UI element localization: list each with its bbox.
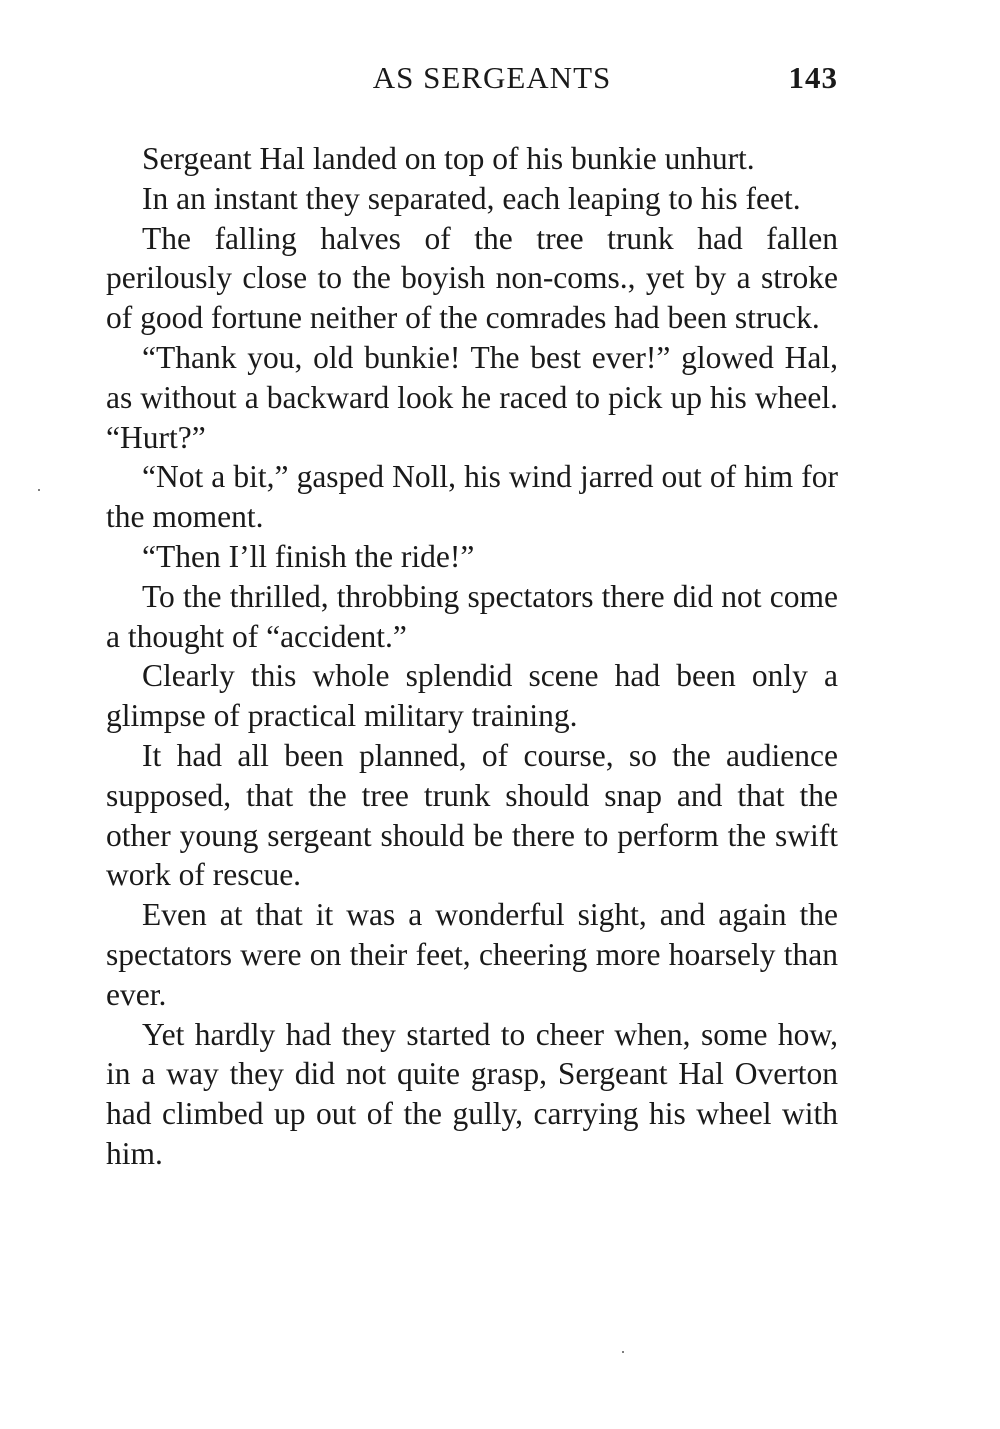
paragraph: “Thank you, old bunkie! The best ever!” glowed Hal, as without a backward look he raced to pick up his wheel. “Hurt?” [106, 339, 838, 455]
paragraph: Sergeant Hal landed on top of his bunkie unhurt. [142, 141, 755, 176]
running-title: AS SERGEANTS [372, 60, 612, 95]
scan-speck [38, 489, 40, 491]
paragraph: Yet hardly had they started to cheer when, some how, in a way they did not quite grasp, Sergeant Hal Overton had climbed up out of the gully, carrying his wheel with him. [106, 1016, 838, 1171]
paragraph: Even at that it was a wonderful sight, and again the spectators were on their feet, cheering more hoarsely than ever. [106, 897, 838, 1012]
paragraph: Clearly this whole splendid scene had been only a glimpse of practical military training. [106, 658, 838, 734]
paragraph: It had all been planned, of course, so the audience supposed, that the tree trunk should snap and that the other young sergeant should be there to perform the swift work of rescue. [106, 737, 838, 893]
paragraph: In an instant they separated, each leaping to his feet. [142, 180, 801, 216]
body-text [106, 139, 838, 1174]
page-number: 143 [788, 60, 838, 95]
paragraph: “Then I’ll finish the ride!” [142, 538, 475, 574]
paragraph: “Not a bit,” gasped Noll, his wind jarred out of him for the moment. [106, 459, 838, 535]
scan-speck [622, 1351, 624, 1353]
paragraph: The falling halves of the tree trunk had fallen perilously close to the boyish non-coms., yet by a stroke of good fortune neither of the comrades had been struck. [106, 220, 838, 336]
running-header [106, 56, 838, 100]
paragraph: To the thrilled, throbbing spectators there did not come a thought of “accident.” [106, 578, 838, 654]
